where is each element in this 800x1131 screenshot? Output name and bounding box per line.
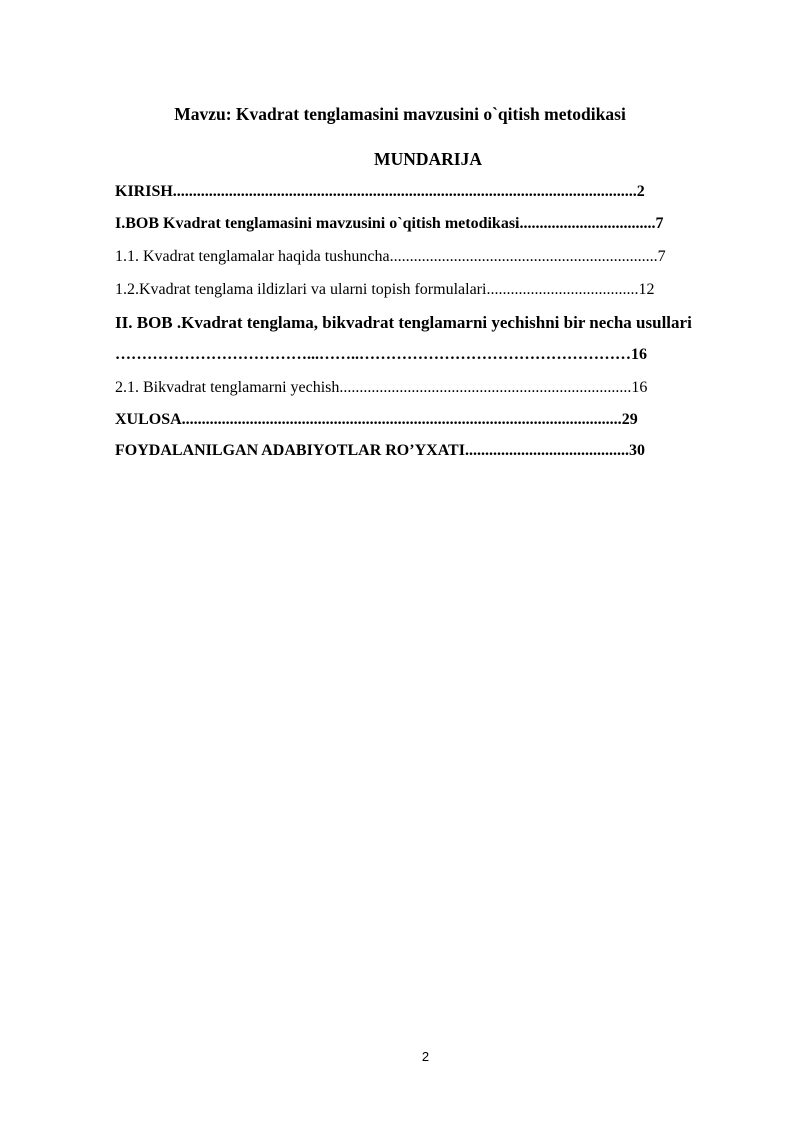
toc-entry-text: XULOSA..............................................................................................................	[115, 411, 622, 428]
toc-entry-text: 1.1. Kvadrat tenglamalar haqida tushuncha...................................................................	[115, 248, 658, 265]
toc-entry-text: FOYDALANILGAN ADABIYOTLAR RO’YXATI.........................................	[115, 442, 629, 459]
toc-entry-chapter-2	[115, 312, 747, 334]
toc-entry-section-2-1	[115, 377, 743, 399]
toc-entry-page: 12	[638, 281, 655, 298]
toc-entry-page: 29	[621, 411, 638, 428]
toc-entry-chapter-1	[115, 213, 740, 235]
toc-entry-page: 30	[628, 442, 645, 459]
page-number: 2	[421, 1049, 430, 1064]
toc-entry-text: 1.2.Kvadrat tenglama ildizlari va ularni topish formulalari......................................	[115, 281, 639, 298]
toc-entry-references	[115, 440, 740, 462]
toc-entry-text: II. BOB .Kvadrat tenglama, bikvadrat tenglamarni yechishni bir necha usullari	[115, 313, 692, 332]
document-topic: Mavzu: Kvadrat tenglamasini mavzusini o`qitish metodikasi	[174, 104, 626, 124]
toc-entry-page: 16	[631, 346, 647, 363]
toc-entry-section-1-1	[115, 246, 743, 268]
toc-entry-page: 7	[657, 248, 666, 265]
toc-entry-page: 16	[631, 379, 648, 396]
toc-entry-xulosa	[115, 409, 740, 431]
toc-entry-text: 2.1. Bikvadrat tenglamarni yechish.........................................................................	[115, 379, 632, 396]
toc-entry-page: 2	[636, 183, 645, 200]
toc-entry-text: ………………………………...……..……………………………………………	[115, 346, 631, 363]
toc-entry-chapter-2-continuation	[115, 344, 740, 366]
toc-heading: MUNDARIJA	[374, 149, 482, 169]
toc-entry-text: KIRISH....................................................................................................................	[115, 183, 637, 200]
toc-entry-page: 7	[655, 215, 664, 232]
toc-entry-text: I.BOB Kvadrat tenglamasini mavzusini o`qitish metodikasi..................................	[115, 215, 656, 232]
toc-entry-section-1-2	[115, 279, 743, 301]
toc-entry-kirish	[115, 181, 740, 203]
